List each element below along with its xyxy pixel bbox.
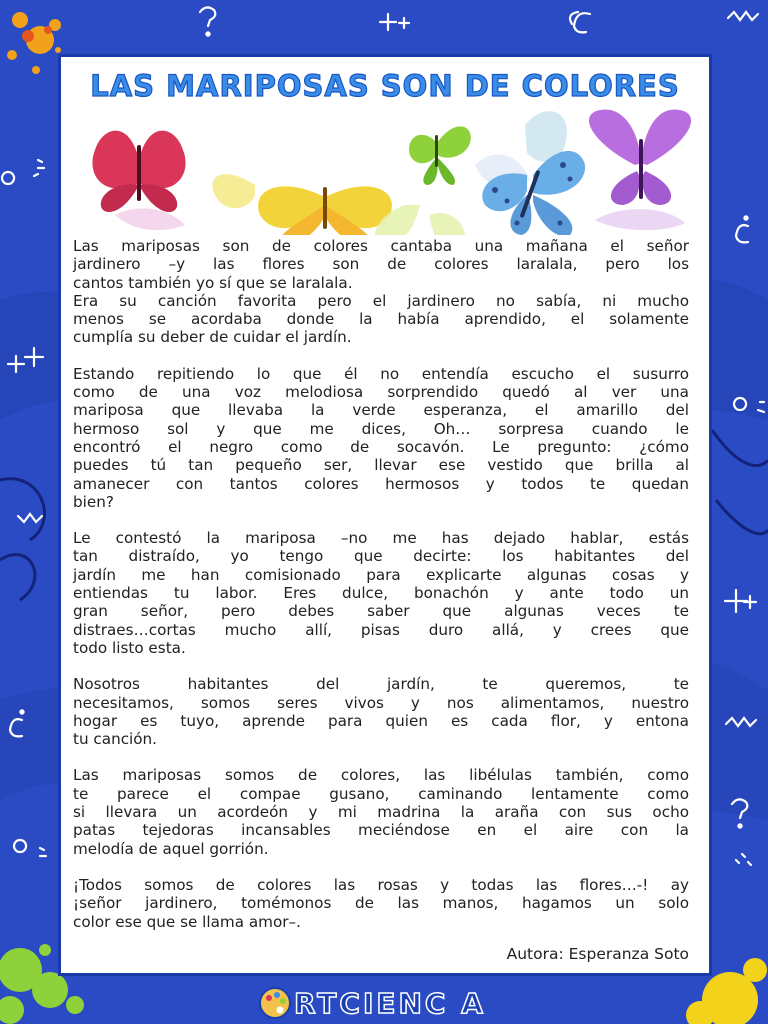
butterflies-illustration: [75, 105, 701, 235]
butterfly-blue-icon: [475, 111, 585, 235]
butterfly-red-icon: [92, 131, 185, 231]
paragraph-3: Le contestó la mariposa –no me has dejado hablar, estás tan distraído, yo tengo que decirte: los habitantes del jardín me han comisionado para explicarte algunas cosas y entiendas tu labor. Eres dulce, bonachón y ante todo un gran señor, pero debes saber que algunas veces te distraes…cortas mucho allí, pisas duro allá, y crees que todo listo esta.: [73, 529, 689, 657]
story-text: [73, 237, 689, 949]
logo-wordmark: RTCIENC A: [294, 986, 486, 1020]
palette-icon: [258, 986, 292, 1020]
paragraph-1: Las mariposas son de colores cantaba una mañana el señor jardinero –y las flores son de colores laralala, pero los cantos también yo sí que se laralala. Era su canción favorita pero el jardinero no sabía, ni mucho menos se acordaba donde la había aprendido, el solamente cumplía su deber de cuidar el jardín.: [73, 237, 689, 347]
paragraph-6: ¡Todos somos de colores las rosas y todas las flores…-! ay ¡señor jardinero, tomémonos de las manos, hagamos un solo color ese que se llama amor–.: [73, 875, 689, 931]
story-card: [58, 54, 712, 976]
paragraph-2: Estando repitiendo lo que él no entendía escucho el susurro como de una voz melodiosa sorprendido quedó al ver una mariposa que llevaba la verde esperanza, el amarillo del hermoso sol y que me dices, Oh… sorpresa cuando le encontró el negro como de socavón. Le pregunto: ¿cómo puedes tú tan pequeño ser, llevar ese vestido que brilla al amanecer con tantos colores hermosos y todos te quedan bien?: [73, 364, 689, 511]
butterfly-yellow-icon: [212, 174, 392, 235]
paragraph-4: Nosotros habitantes del jardín, te queremos, te necesitamos, somos seres vivos y nos alimentamos, nuestro hogar es tuyo, aprende para quien es cada flor, y entona tu canción.: [73, 675, 689, 749]
artciencia-logo: [258, 986, 486, 1020]
butterfly-green-icon: [375, 126, 471, 235]
paragraph-5: Las mariposas somos de colores, las libélulas también, como te parece el compae gusano, caminando lentamente como si llevara un acordeón y mi madrina la araña con sus ocho patas tejedoras incansables meciéndose en el aire con la melodía de aquel gorrión.: [73, 766, 689, 858]
author-credit: Autora: Esperanza Soto: [506, 945, 689, 963]
page-title: LAS MARIPOSAS SON DE COLORES: [90, 69, 680, 103]
butterfly-purple-icon: [589, 109, 691, 230]
